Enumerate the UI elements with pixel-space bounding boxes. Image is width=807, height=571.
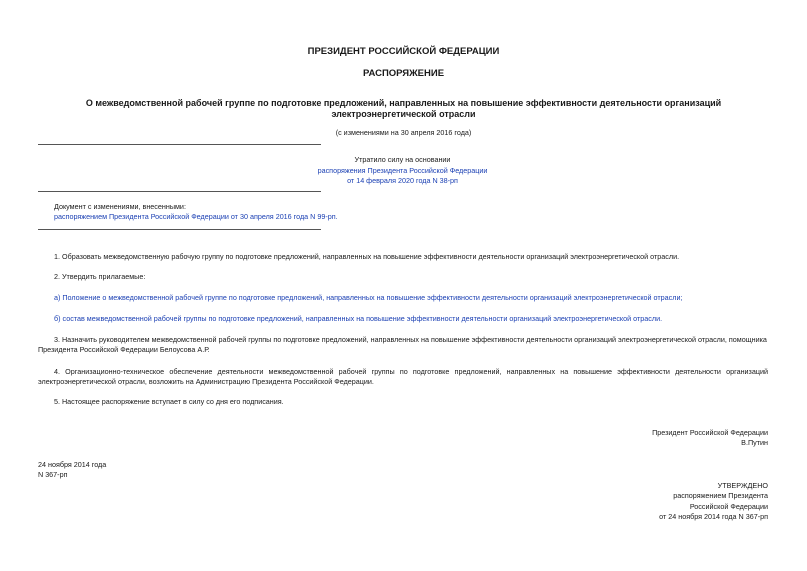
approved-line-1: распоряжением Президента	[673, 491, 768, 500]
paragraph-2a	[38, 293, 768, 304]
paragraph-2a-prefix: а)	[54, 293, 63, 302]
changes-label: Документ с изменениями, внесенными:	[54, 202, 186, 211]
lost-force-link-1[interactable]: распоряжения Президента Российской Федерации	[317, 166, 488, 175]
changes-link[interactable]: распоряжением Президента Российской Федерации от 30 апреля 2016 года N 99-рп.	[54, 212, 338, 221]
approved-line-3: от 24 ноября 2014 года N 367-рп	[659, 512, 768, 521]
signature-position: Президент Российской Федерации	[652, 428, 768, 437]
title-line-1: О межведомственной рабочей группе по подготовке предложений, направленных на повышение эффективности деятельности организаций	[85, 98, 722, 108]
approved-line-2: Российской Федерации	[689, 502, 768, 511]
paragraph-2b	[38, 314, 768, 325]
composition-link[interactable]: состав межведомственной рабочей группы по подготовке предложений, направленных на повышение эффективности деятельности организаций электроэнергетической отрасли.	[62, 314, 663, 323]
signature-name: В.Путин	[741, 438, 768, 447]
amendments-note: (с изменениями на 30 апреля 2016 года)	[335, 128, 472, 137]
divider	[38, 191, 321, 192]
paragraph-5: 5. Настоящее распоряжение вступает в силу со дня его подписания.	[54, 397, 284, 406]
issue-number: N 367-рп	[38, 470, 68, 479]
divider	[38, 229, 321, 230]
issuer-heading: ПРЕЗИДЕНТ РОССИЙСКОЙ ФЕДЕРАЦИИ	[307, 46, 500, 57]
paragraph-3-line-1: 3. Назначить руководителем межведомственной рабочей группы по подготовке предложений, направленных на повышение эффективности деятельности организаций электроэнергетической отрасли, помощника	[54, 335, 767, 344]
lost-force-note: Утратило силу на основании	[354, 155, 451, 164]
paragraph-1: 1. Образовать межведомственную рабочую группу по подготовке предложений, направленных на повышение эффективности деятельности организаций электроэнергетической отрасли.	[54, 252, 680, 261]
issue-date: 24 ноября 2014 года	[38, 460, 107, 469]
regulation-link[interactable]: Положение о межведомственной рабочей группе по подготовке предложений, направленных на повышение эффективности деятельности организаций электроэнергетической отрасли;	[62, 293, 683, 302]
doc-type-heading: РАСПОРЯЖЕНИЕ	[362, 68, 445, 79]
approved-title: УТВЕРЖДЕНО	[717, 481, 768, 490]
divider	[38, 144, 321, 145]
paragraph-4-line-1: 4. Организационно-техническое обеспечение деятельности межведомственной рабочей группы по подготовке предложений, направленных на повышение эффективности деятельности организаций	[54, 367, 768, 376]
paragraph-2: 2. Утвердить прилагаемые:	[54, 272, 146, 281]
paragraph-3-line-2: Президента Российской Федерации Белоусова А.Р.	[38, 345, 210, 354]
paragraph-4-line-2: электроэнергетической отрасли, возложить на Администрацию Президента Российской Федерации.	[38, 377, 374, 386]
title-line-2: электроэнергетической отрасли	[331, 109, 476, 119]
lost-force-link-2[interactable]: от 14 февраля 2020 года N 38-рп	[347, 176, 458, 185]
paragraph-2b-prefix: б)	[54, 314, 63, 323]
